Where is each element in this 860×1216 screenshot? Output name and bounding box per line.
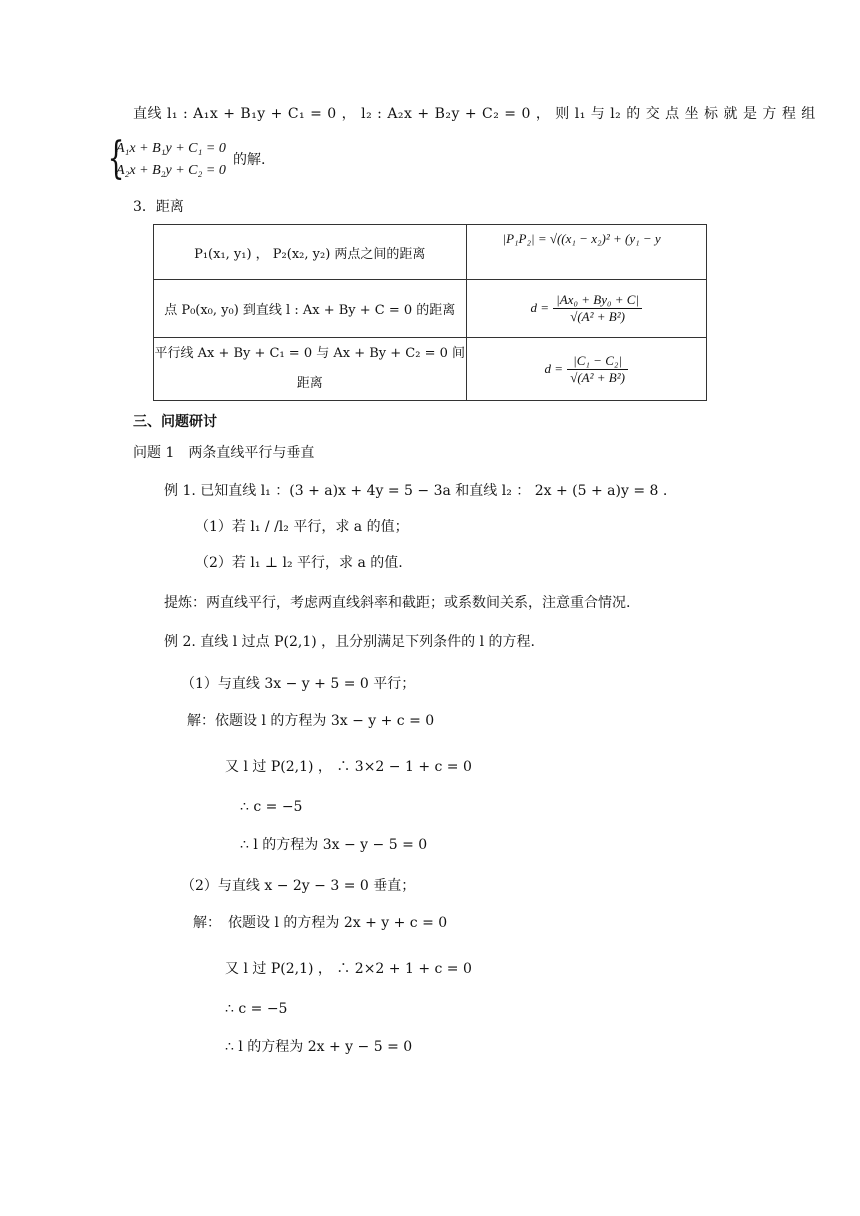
section-title: 三、问题研讨 xyxy=(133,414,217,430)
distance-table xyxy=(153,224,707,401)
fraction-numerator: |C₁ − C₂| xyxy=(567,353,628,370)
system-equation-1: A₁x + B₁y + C₁ = 0 xyxy=(116,141,226,156)
example-2-part-2-question: （2）与直线 x − 2y − 3 = 0 垂直； xyxy=(181,878,416,894)
table-cell xyxy=(154,280,467,338)
table-cell xyxy=(466,225,707,280)
solution-step: 解：依题设 l 的方程为 3x − y + c = 0 xyxy=(187,713,435,729)
formula-lhs: d = xyxy=(544,360,564,376)
parallel-lines-distance-label-cont: 距离 xyxy=(296,376,323,391)
section-3-heading: 3．距离 xyxy=(133,199,184,215)
solution-step: ∴ c = −5 xyxy=(240,799,303,815)
intro-line: 直线 l₁ : A₁x + B₁y + C₁ = 0 ， l₂ : A₂x + B₂y + C₂ = 0 ， 则 l₁ 与 l₂ 的 交 点 坐 标 就 是 方 程 组 xyxy=(133,106,816,122)
table-cell xyxy=(154,338,467,401)
example-1-question-2: （2）若 l₁ ⊥ l₂ 平行，求 a 的值. xyxy=(195,555,403,571)
problem-1-title: 问题 1 两条直线平行与垂直 xyxy=(133,445,315,461)
example-1-question-1: （1）若 l₁ / /l₂ 平行，求 a 的值； xyxy=(195,519,409,535)
table-cell xyxy=(466,280,707,338)
point-line-distance-label: 点 P₀(x₀, y₀) 到直线 l : Ax + By + C = 0 的距离 xyxy=(164,303,456,318)
parallel-lines-distance-label: 平行线 Ax + By + C₁ = 0 与 Ax + By + C₂ = 0 间 xyxy=(154,346,466,361)
table-row xyxy=(154,225,707,280)
fraction-denominator: √(A² + B²) xyxy=(570,309,625,324)
solution-step: ∴ c = −5 xyxy=(225,1001,288,1017)
point-line-distance-formula xyxy=(553,292,642,325)
solution-step: ∴ l 的方程为 2x + y − 5 = 0 xyxy=(225,1039,413,1055)
solution-step: 解： 依题设 l 的方程为 2x + y + c = 0 xyxy=(193,915,448,931)
fraction-numerator: |Ax₀ + By₀ + C| xyxy=(553,292,642,309)
table-cell xyxy=(154,225,467,280)
fraction-denominator: √(A² + B²) xyxy=(570,369,625,385)
table-cell xyxy=(466,338,707,401)
system-equation-2: A₂x + B₂y + C₂ = 0 xyxy=(116,163,226,178)
solution-step: 又 l 过 P(2,1) ， ∴ 3×2 − 1 + c = 0 xyxy=(225,759,472,775)
example-2-stem: 例 2. 直线 l 过点 P(2,1) ，且分别满足下列条件的 l 的方程. xyxy=(164,634,535,650)
parallel-lines-distance-formula xyxy=(567,353,628,386)
table-row xyxy=(154,280,707,338)
two-point-distance-formula: |P₁P₂| = √((x₁ − x₂)² + (y₁ − y xyxy=(502,231,661,246)
refine-note: 提炼：两直线平行，考虑两直线斜率和截距；或系数间关系，注意重合情况. xyxy=(164,595,631,611)
table-row xyxy=(154,338,707,401)
formula-lhs: d = xyxy=(530,300,550,315)
example-2-part-1-question: （1）与直线 3x − y + 5 = 0 平行； xyxy=(181,676,416,692)
solution-step: 又 l 过 P(2,1) ， ∴ 2×2 + 1 + c = 0 xyxy=(225,961,472,977)
two-point-distance-label: P₁(x₁, y₁) ， P₂(x₂, y₂) 两点之间的距离 xyxy=(194,246,426,262)
system-suffix: 的解. xyxy=(233,152,266,168)
example-1-stem: 例 1. 已知直线 l₁ ：(3 + a)x + 4y = 5 − 3a 和直线 l₂ ： 2x + (5 + a)y = 8 . xyxy=(164,483,668,499)
solution-step: ∴ l 的方程为 3x − y − 5 = 0 xyxy=(240,837,428,853)
system-brace: { xyxy=(107,133,125,184)
